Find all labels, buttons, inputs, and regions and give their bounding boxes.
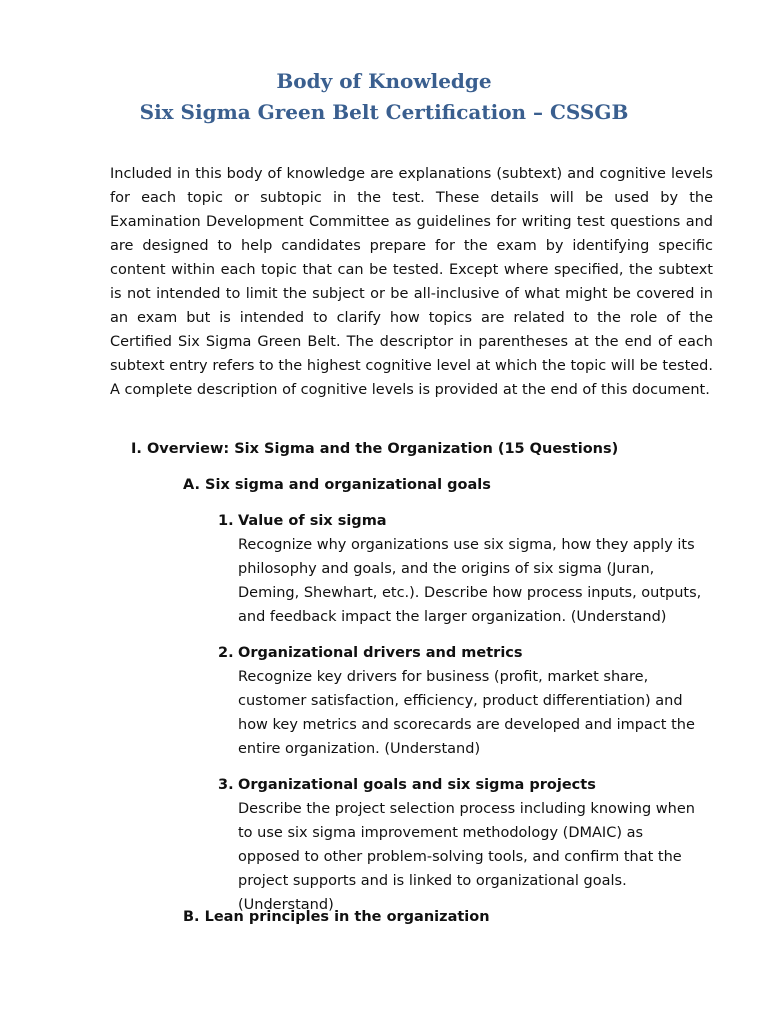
- section-heading-I: I. Overview: Six Sigma and the Organization (15 Questions): [131, 441, 619, 457]
- list-item-title: [218, 641, 718, 665]
- intro-paragraph: Included in this body of knowledge are explanations (subtext) and cognitive levels for each topic or subtopic in the test. These details will be used by the Examination Development Committee as guidelines for writing test questions and are designed to help candidates prepare for the exam by identifying specific content within each topic that can be tested. Except where specified, the subtext is not intended to limit the subject or be all-inclusive of what might be covered in an exam but is intended to clarify how topics are related to the role of the Certified Six Sigma Green Belt. The descriptor in parentheses at the end of each subtext entry refers to the highest cognitive level at which the topic will be tested. A complete description of cognitive levels is provided at the end of this document.: [110, 166, 713, 398]
- list-item-title-text: Organizational drivers and metrics: [238, 645, 523, 661]
- subsection-heading-B: B. Lean principles in the organization: [183, 909, 490, 925]
- list-item-number: 1.: [218, 513, 234, 529]
- subsection-heading-A: A. Six sigma and organizational goals: [183, 477, 491, 493]
- document-title: Body of Knowledge: [276, 69, 492, 93]
- document-header: [0, 66, 768, 128]
- list-item-value-of-six-sigma: [218, 509, 718, 629]
- list-item-title: [218, 509, 718, 533]
- list-item-number: 2.: [218, 645, 234, 661]
- list-item-description: Recognize key drivers for business (profit, market share, customer satisfaction, efficiency, product differentiation) and how key metrics and scorecards are developed and impact the entire organization. (Understand): [238, 669, 695, 757]
- list-item-number: 3.: [218, 777, 234, 793]
- list-item-title-text: Organizational goals and six sigma projects: [238, 777, 596, 793]
- list-item-title-text: Value of six sigma: [238, 513, 387, 529]
- list-item-organizational-drivers: [218, 641, 718, 761]
- list-item-organizational-goals: [218, 773, 718, 917]
- list-item-description: Recognize why organizations use six sigma, how they apply its philosophy and goals, and the origins of six sigma (Juran, Deming, Shewhart, etc.). Describe how process inputs, outputs, and feedback impact the larger organization. (Understand): [238, 537, 702, 625]
- document-subtitle: Six Sigma Green Belt Certification – CSSGB: [139, 100, 629, 124]
- list-item-description: Describe the project selection process including knowing when to use six sigma improvement methodology (DMAIC) as opposed to other problem-solving tools, and confirm that the project supports and is linked to organizational goals. (Understand): [238, 801, 695, 913]
- list-item-title: [218, 773, 718, 797]
